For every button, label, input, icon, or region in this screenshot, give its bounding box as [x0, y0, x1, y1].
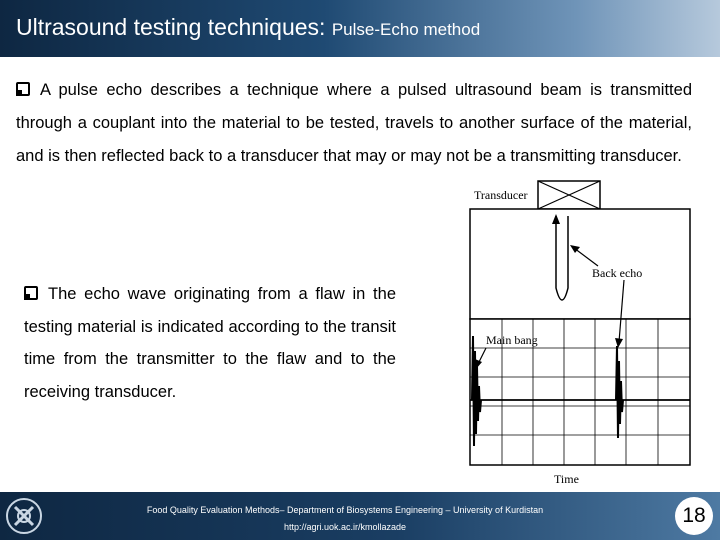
footer-bar [0, 492, 720, 540]
paragraph-pulse-echo [16, 74, 692, 173]
paragraph-2-text: The echo wave originating from a flaw in the testing material is indicated according to the transit time from the transmitter to the flaw and to the receiving transducer. [24, 285, 396, 401]
paragraph-echo-wave [24, 278, 396, 408]
transducer-label: Transducer [474, 188, 528, 202]
back-echo-label: Back echo [592, 266, 643, 280]
footer-url-link[interactable]: http://agri.uok.ac.ir/kmollazade [283, 522, 407, 532]
title-subtitle: Pulse-Echo method [331, 20, 481, 39]
page-number-badge: 18 [675, 497, 713, 535]
pulse-echo-diagram [466, 176, 692, 492]
university-logo-icon [4, 496, 44, 536]
material-block [470, 209, 690, 319]
bullet-icon [16, 82, 30, 96]
time-axis-label: Time [554, 472, 579, 486]
footer-department-text: Food Quality Evaluation Methods– Department of Biosystems Engineering – University of Kurdistan [146, 505, 544, 515]
slide-title [16, 14, 480, 41]
paragraph-1-text: A pulse echo describes a technique where a pulsed ultrasound beam is transmitted through a couplant into the material to be tested, travels to another surface of the material, and is then reflected back to a transducer that may or may not be a transmitting transducer. [16, 81, 692, 165]
title-main-text: Ultrasound testing techniques: [16, 14, 332, 40]
main-bang-label: Main bang [486, 333, 538, 347]
title-bar [0, 0, 720, 57]
bullet-icon [24, 286, 38, 300]
